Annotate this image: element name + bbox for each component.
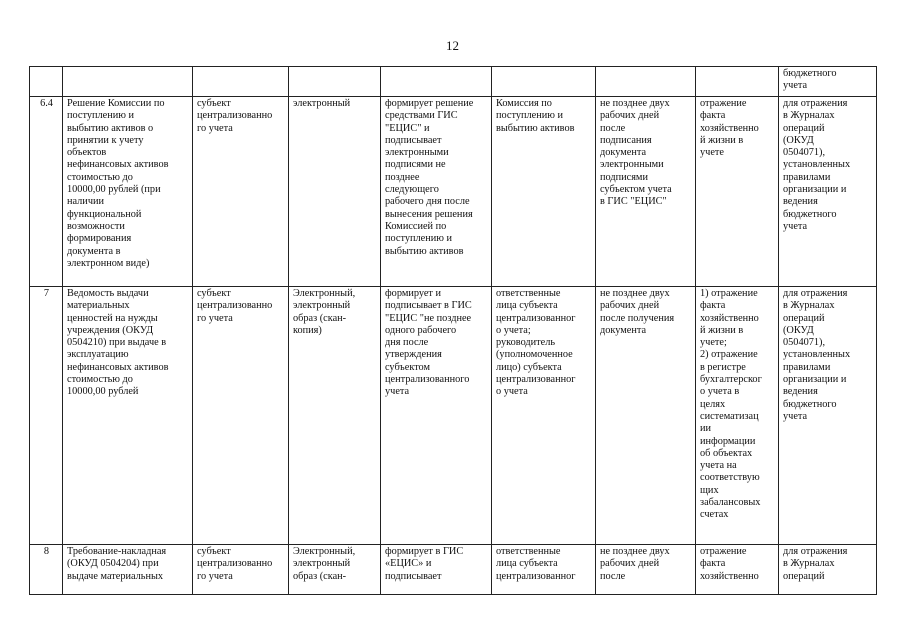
- performer: ответственные лица субъекта централизованног о учета; руководитель (уполномоченное лицо) субъекта централизованног о учета: [492, 287, 596, 545]
- deadline: не позднее двух рабочих дней после подписания документа электронными подписями субъектом учета в ГИС "ЕЦИС": [596, 97, 696, 287]
- document-form: Электронный, электронный образ (скан- копия): [289, 287, 381, 545]
- document-name: [63, 67, 193, 97]
- deadline: [596, 67, 696, 97]
- table-row: [30, 97, 877, 287]
- table-row: [30, 67, 877, 97]
- action-description: [381, 67, 492, 97]
- row-number: 7: [30, 287, 63, 545]
- note: для отражения в Журналах операций: [779, 545, 877, 595]
- document-form: [289, 67, 381, 97]
- note: для отражения в Журналах операций (ОКУД 0504071), установленных правилами организации и ведения бюджетного учета: [779, 97, 877, 287]
- row-number: [30, 67, 63, 97]
- purpose: отражение факта хозяйственно: [696, 545, 779, 595]
- purpose: 1) отражение факта хозяйственно й жизни в учете; 2) отражение в регистре бухгалтерског о учета в целях систематизац ии информации об объектах учета на соответствую щих забалансовых счетах: [696, 287, 779, 545]
- document-name: Ведомость выдачи материальных ценностей на нужды учреждения (ОКУД 0504210) при выдаче в эксплуатацию нефинансовых активов стоимостью до 10000,00 рублей: [63, 287, 193, 545]
- responsible-party: субъект централизованно го учета: [193, 545, 289, 595]
- table-row: [30, 545, 877, 595]
- responsible-party: субъект централизованно го учета: [193, 97, 289, 287]
- action-description: формирует в ГИС «ЕЦИС» и подписывает: [381, 545, 492, 595]
- document-form: Электронный, электронный образ (скан-: [289, 545, 381, 595]
- performer: [492, 67, 596, 97]
- performer: Комиссия по поступлению и выбытию активов: [492, 97, 596, 287]
- document-name: Требование-накладная (ОКУД 0504204) при выдаче материальных: [63, 545, 193, 595]
- page-number: 12: [446, 38, 459, 53]
- row-number: 6.4: [30, 97, 63, 287]
- deadline: не позднее двух рабочих дней после: [596, 545, 696, 595]
- responsible-party: [193, 67, 289, 97]
- document-name: Решение Комиссии по поступлению и выбытию активов о принятии к учету объектов нефинансовых активов стоимостью до 10000,00 рублей (при наличии функциональной возможности формирования документа в электронном виде): [63, 97, 193, 287]
- row-number: 8: [30, 545, 63, 595]
- action-description: формирует решение средствами ГИС "ЕЦИС" и подписывает электронными подписями не позднее следующего рабочего дня после вынесения решения Комиссией по поступлению и выбытию активов: [381, 97, 492, 287]
- performer: ответственные лица субъекта централизованног: [492, 545, 596, 595]
- responsible-party: субъект централизованно го учета: [193, 287, 289, 545]
- purpose: отражение факта хозяйственно й жизни в учете: [696, 97, 779, 287]
- accounting-documents-table: [29, 66, 877, 595]
- purpose: [696, 67, 779, 97]
- table-row: [30, 287, 877, 545]
- note: бюджетного учета: [779, 67, 877, 97]
- deadline: не позднее двух рабочих дней после получения документа: [596, 287, 696, 545]
- note: для отражения в Журналах операций (ОКУД 0504071), установленных правилами организации и ведения бюджетного учета: [779, 287, 877, 545]
- action-description: формирует и подписывает в ГИС "ЕЦИС "не позднее одного рабочего дня после утверждения субъектом централизованного учета: [381, 287, 492, 545]
- document-form: электронный: [289, 97, 381, 287]
